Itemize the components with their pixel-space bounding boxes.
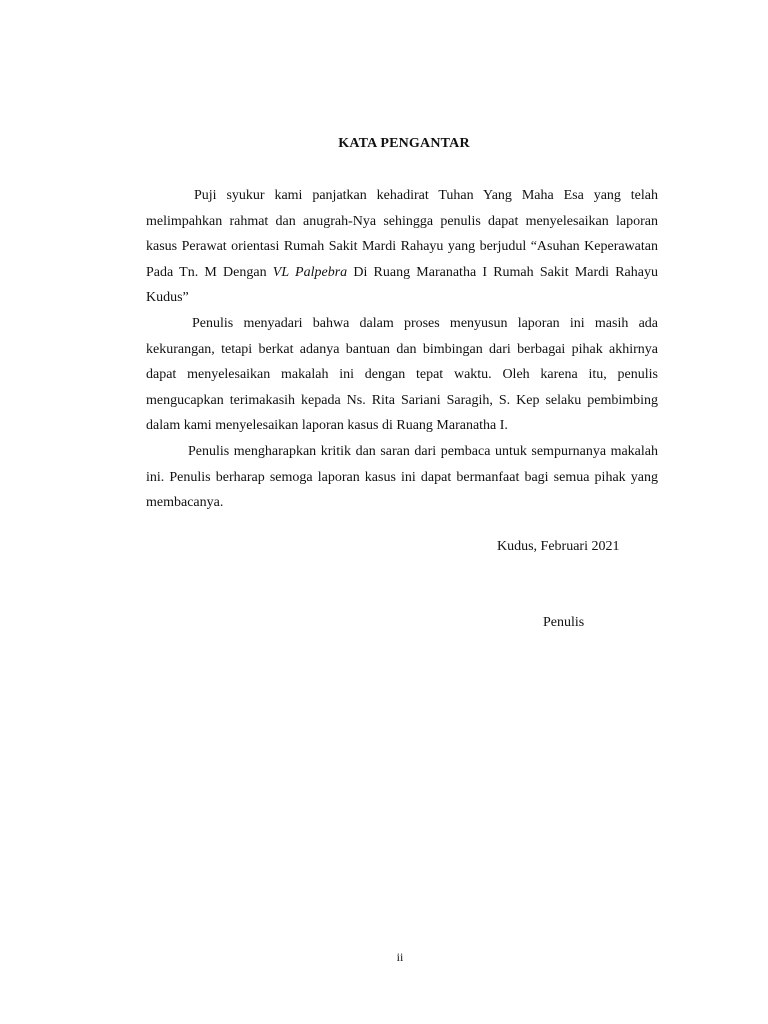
closing-place-date: Kudus, Februari 2021	[497, 539, 620, 554]
paragraph-1-text-end: Di Ruang Maranatha I Rumah Sakit Mardi Rahayu Kudus”	[146, 264, 658, 306]
paragraph-thanks: Penulis menyadari bahwa dalam proses menyusun laporan ini masih ada kekurangan, tetapi berkat adanya bantuan dan bimbingan dari berbagai pihak akhirnya dapat menyelesaikan makalah ini dengan tepat waktu. Oleh karena itu, penulis mengucapkan terimakasih kepada Ns. Rita Sariani Saragih, S. Kep selaku pembimbing dalam kami menyelesaikan laporan kasus di Ruang Maranatha I.	[146, 315, 658, 434]
page-title: KATA PENGANTAR	[338, 136, 470, 151]
paragraph-acknowledgement-intro	[146, 183, 658, 311]
paragraph-1-italic-term: VL Palpebra	[272, 264, 348, 280]
document-body	[146, 183, 658, 516]
closing-author: Penulis	[543, 615, 585, 630]
page-number: ii	[396, 950, 404, 964]
paragraph-closing: Penulis mengharapkan kritik dan saran dari pembaca untuk sempurnanya makalah ini. Penulis berharap semoga laporan kasus ini dapat bermanfaat bagi semua pihak yang membacanya.	[146, 443, 658, 511]
paragraph-1-text: Puji syukur kami panjatkan kehadirat Tuhan Yang Maha Esa yang telah melimpahkan rahmat dan anugrah-Nya sehingga penulis dapat menyelesaikan laporan kasus Perawat orientasi Rumah Sakit Mardi Rahayu yang berjudul “Asuhan Keperawatan Pada Tn. M Dengan	[146, 188, 658, 280]
